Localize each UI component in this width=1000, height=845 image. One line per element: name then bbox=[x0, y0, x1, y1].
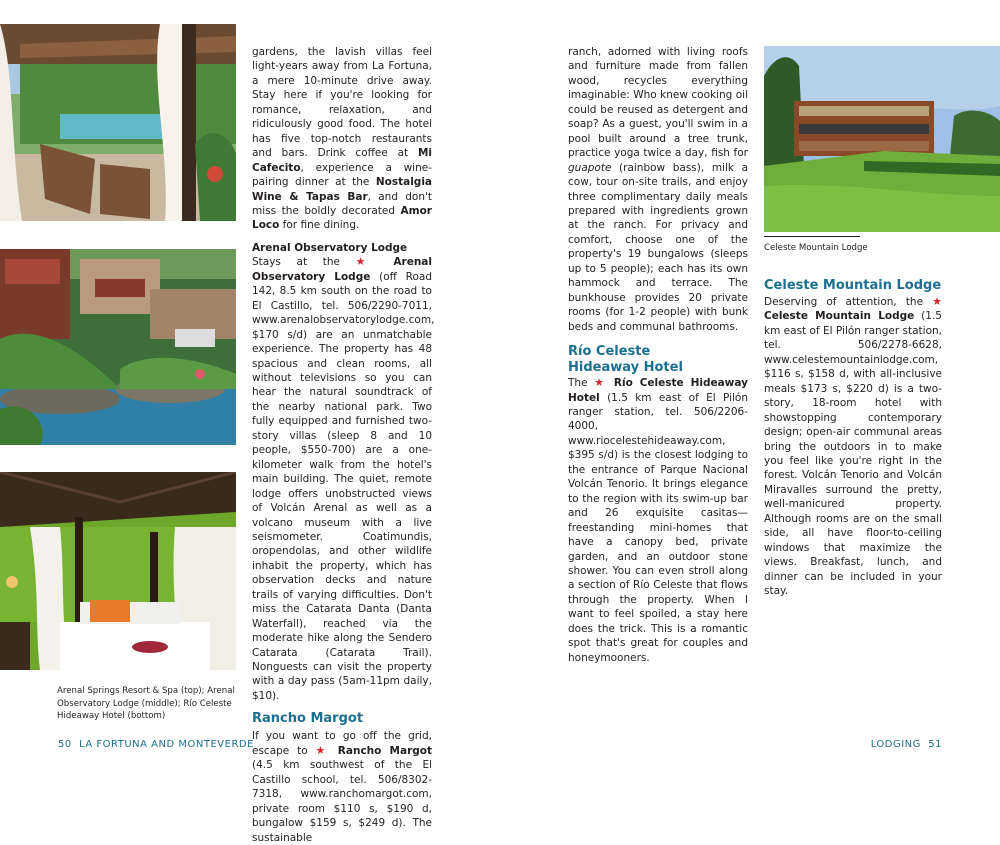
star-icon: ★ bbox=[594, 376, 608, 390]
caption-rule bbox=[764, 236, 860, 237]
paragraph-arenal-observatory: Stays at the ★ Arenal Observatory Lodge (off Road 142, 8.5 km south on the road to El Castillo, tel. 506/2290-7011, www.arenalobservatorylodge.com, $170 s/d) are an unmatchable experience. The property has 48 spacious and clean rooms, all without televisions so you can hear the natural soundtrack of the nearby national park. Two fully equipped and furnished two-story villas (sleep 8 and 10 people, $550-700) are a one-kilometer walk from the hotel's main building. The quiet, remote lodge offers unobstructed views of Volcán Arenal as well as a volcano museum with a live seismometer. Coatimundis, oropendolas, and other wildlife inhabit the property, which has observation decks and nature trails of varying difficulties. Don't miss the Catarata Danta (Danta Waterfall), reached via the moderate hike along the Sendero Catarata (Catarata Trail). Nonguests can visit the property with a day pass (5am-11pm daily, $10). bbox=[252, 255, 435, 702]
celeste-mountain-heading: Celeste Mountain Lodge bbox=[764, 278, 942, 293]
right-text-column-1 bbox=[568, 45, 748, 665]
arenal-observatory-heading: Arenal Observatory Lodge bbox=[252, 241, 408, 254]
star-icon: ★ bbox=[932, 295, 942, 308]
photo-arenal-observatory bbox=[0, 249, 236, 445]
right-footer bbox=[871, 739, 942, 750]
paragraph-rio-celeste: The ★ Río Celeste Hideaway Hotel (1.5 km east of El Pilón ranger station, tel. 506/2206-4000, www.riocelestehideaway.com, $395 s/d) is the closest lodging to the entrance of Parque Nacional Volcán Tenorio. It brings elegance to the region with its swim-up bar and 26 exquisite casitas—freestanding mini-homes that have a canopy bed, private garden, and an outdoor stone shower. You can even stroll along a section of Río Celeste that flows through the property. When I want to feel spoiled, a stay here does the trick. This is a romantic spot that's great for couples and honeymooners. bbox=[568, 376, 748, 664]
rancho-margot-heading: Rancho Margot bbox=[252, 711, 364, 727]
page-number-right: 51 bbox=[928, 739, 942, 750]
paragraph-ranch: ranch, adorned with living roofs and furniture made from fallen wood, recycles everything imaginable: Who knew cooking oil could be reused as detergent and soap? As a guest, you'll swim in a pool built around a tree trunk, practice yoga twice a day, fish for guapote (rainbow bass), milk a cow, tour on-site trails, and enjoy three complimentary daily meals prepared with ingredients grown at the ranch. For privacy and comfort, choose one of the property's 19 bungalows (sleeps up to 5 people); each has its own hammock and terrace. The bunkhouse provides 20 private rooms (for 1-2 people) with bunk beds and communal bathrooms. bbox=[568, 46, 748, 333]
right-text-column-2 bbox=[764, 278, 942, 599]
paragraph-rancho-margot: If you want to go off the grid, escape to ★ Rancho Margot (4.5 km southwest of the El Castillo school, tel. 506/8302-7318, www.ranchomargot.com, private room $110 s, $190 d, bungalow $159 s, $249 d). The sustainable bbox=[252, 730, 432, 844]
paragraph-celeste-mountain: Deserving of attention, the ★ Celeste Mountain Lodge (1.5 km east of El Pilón ranger station, tel. 506/2278-6628, www.celestemountainlodge.com, $116 s, $158 d, with all-inclusive meals $173 s, $220 d) is a two-story, 18-room hotel with showstopping contemporary design; open-air communal areas bring the outdoors in to make you feel like you're right in the forest. Volcán Tenorio and Volcán Miravalles surround the pretty, well-manicured property. Although rooms are on the small side, all have floor-to-ceiling windows that maximize the views. Breakfast, lunch, and dinner can be included in your stay. bbox=[764, 295, 942, 598]
section-title: LODGING bbox=[870, 739, 921, 750]
paragraph-villas: gardens, the lavish villas feel light-years away from La Fortuna, a mere 10-minute drive away. Stay here if you're looking for romance, relaxation, and ridiculously good food. The hotel has five top-notch restaurants and bars. Drink coffee at Mi Cafecito, experience a wine-pairing dinner at the Nostalgia Wine & Tapas Bar, and don't miss the boldly decorated Amor Loco for fine dining. bbox=[252, 46, 432, 232]
star-icon: ★ bbox=[355, 255, 378, 269]
page-number-left: 50 bbox=[58, 739, 72, 750]
rio-celeste-heading: Río Celeste Hideaway Hotel bbox=[568, 344, 683, 376]
photo-rio-celeste-hideaway bbox=[0, 472, 236, 670]
left-text-column bbox=[252, 45, 435, 845]
photo-caption-left: Arenal Springs Resort & Spa (top); Arenal Observatory Lodge (middle); Río Celeste Hideaway Hotel (bottom) bbox=[57, 686, 235, 721]
star-icon: ★ bbox=[315, 743, 330, 757]
photo-arenal-springs bbox=[0, 24, 236, 221]
left-footer bbox=[58, 739, 254, 750]
photo-caption-right: Celeste Mountain Lodge bbox=[764, 243, 868, 253]
photo-celeste-mountain-lodge bbox=[764, 46, 1000, 232]
chapter-title: LA FORTUNA AND MONTEVERDE bbox=[79, 739, 254, 750]
